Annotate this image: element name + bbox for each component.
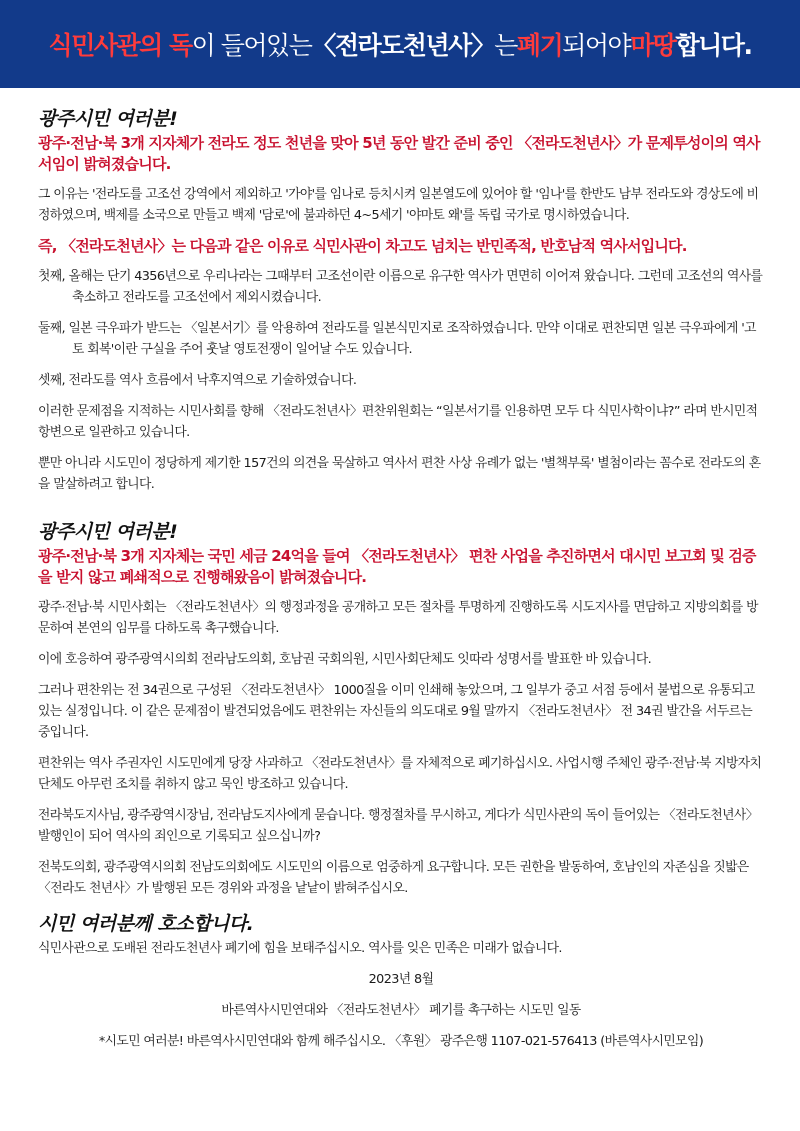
title-banner: [0, 0, 800, 88]
section3-paragraph-1: 식민사관으로 도배된 전라도천년사 폐기에 힘을 보태주십시오. 역사를 잊은 민족은 미래가 없습니다.: [38, 941, 562, 956]
section1-lead: 광주·전남·북 3개 지자체가 전라도 정도 천년을 맞아 5년 동안 발간 준비 중인 〈전라도천년사〉가 문제투성이의 역사서임이 밝혀졌습니다.: [38, 134, 760, 173]
section2-paragraph-5: 전라북도지사님, 광주광역시장님, 전라남도지사에게 묻습니다. 행정절차를 무시하고, 게다가 식민사관의 독이 들어있는 〈전라도천년사〉 발행인이 되어 역사의 죄인으로 기록되고 싶으십니까?: [38, 808, 758, 844]
section1-item-1: 첫째, 올해는 단기 4356년으로 우리나라는 그때부터 고조선이란 이름으로 유구한 역사가 면면히 이어져 왔습니다. 그런데 고조선의 역사를 축소하고 전라도를 고조선에서 제외시켰습니다.: [38, 269, 763, 305]
banner-text-4: 는: [494, 31, 517, 60]
banner-text-2: 이 들어있는: [191, 31, 312, 60]
document-body: [38, 100, 764, 1062]
document-date: 2023년 8월: [368, 972, 434, 987]
banner-text-6: 되어야: [562, 31, 631, 60]
section1-header: 광주시민 여러분!: [38, 108, 178, 130]
section2-paragraph-3: 그러나 편찬위는 전 34권으로 구성된 〈전라도천년사〉 1000질을 이미 인쇄해 놓았으며, 그 일부가 중고 서점 등에서 불법으로 유통되고 있는 실정입니다. 이 같은 문제점이 발견되었음에도 편찬위는 자신들의 의도대로 9월 말까지 〈전라도천년사〉 전 34권 발간을 서두르는 중입니다.: [38, 683, 755, 740]
banner-text-8: 합니다.: [675, 31, 752, 60]
section2-lead: 광주·전남·북 3개 지자체는 국민 세금 24억을 들여 〈전라도천년사〉 편찬 사업을 추진하면서 대시민 보고회 및 검증을 받지 않고 폐쇄적으로 진행해왔음이 밝혀졌습니다.: [38, 547, 756, 586]
banner-text-3: 〈전라도천년사〉: [311, 31, 495, 60]
section2-paragraph-6: 전북도의회, 광주광역시의회 전남도의회에도 시도민의 이름으로 엄중하게 요구합니다. 모든 권한을 발동하여, 호남인의 자존심을 짓밟은 〈전라도 천년사〉가 발행된 모든 경위와 과정을 낱낱이 밝혀주십시오.: [38, 860, 749, 896]
section2-paragraph-4: 편찬위는 역사 주권자인 시도민에게 당장 사과하고 〈전라도천년사〉를 자체적으로 폐기하십시오. 사업시행 주체인 광주·전남·북 지방자치단체도 아무런 조치를 취하지 않고 묵인 방조하고 있습니다.: [38, 756, 762, 792]
section2-header: 광주시민 여러분!: [38, 521, 178, 543]
signature-line: 바른역사시민연대와 〈전라도천년사〉 폐기를 촉구하는 시도민 일동: [221, 1003, 581, 1018]
section1-paragraph-3: 뿐만 아니라 시도민이 정당하게 제기한 157건의 의견을 묵살하고 역사서 편찬 사상 유례가 없는 '별책부록' 별첨이라는 꼼수로 전라도의 혼을 말살하려고 합니다.: [38, 456, 761, 492]
section1-item-3: 셋째, 전라도를 역사 흐름에서 낙후지역으로 기술하였습니다.: [38, 373, 357, 388]
section1-paragraph-1: 그 이유는 '전라도를 고조선 강역에서 제외하고 '가야'를 임나로 등치시켜 일본열도에 있어야 할 '임나'를 한반도 남부 전라도와 경상도에 비정하였으며, 백제를 소국으로 만들고 백제 '담로'에 불과하던 4~5세기 '야마토 왜'를 독립 국가로 명시하였습니다.: [38, 187, 759, 223]
section1-paragraph-2: 이러한 문제점을 지적하는 시민사회를 향해 〈전라도천년사〉편찬위원회는 “일본서기를 인용하면 모두 다 식민사학이냐?” 라며 반시민적 항변으로 일관하고 있습니다.: [38, 404, 758, 440]
section3-header: 시민 여러분께 호소합니다.: [38, 913, 254, 935]
banner-text-1: 식민사관의 독: [48, 31, 192, 60]
section2-paragraph-1: 광주·전남·북 시민사회는 〈전라도천년사〉의 행정과정을 공개하고 모든 절차를 투명하게 진행하도록 시도지사를 면담하고 지방의회를 방문하여 본연의 임무를 다하도록 촉구했습니다.: [38, 600, 758, 636]
section1-item-2: 둘째, 일본 극우파가 받드는 〈일본서기〉를 악용하여 전라도를 일본식민지로 조작하였습니다. 만약 이대로 편찬되면 일본 극우파에게 '고토 회복'이란 구실을 주어 훗날 영토전쟁이 일어날 수도 있습니다.: [38, 321, 756, 357]
section1-lead-2: 즉, 〈전라도천년사〉는 다음과 같은 이유로 식민사관이 차고도 넘치는 반민족적, 반호남적 역사서입니다.: [38, 237, 687, 255]
support-footnote: *시도민 여러분! 바른역사시민연대와 함께 해주십시오. 〈후원〉 광주은행 1107-021-576413 (바른역사시민모임): [98, 1034, 704, 1049]
section2-paragraph-2: 이에 호응하여 광주광역시의회 전라남도의회, 호남권 국회의원, 시민사회단체도 잇따라 성명서를 발표한 바 있습니다.: [38, 652, 652, 667]
banner-text-5: 폐기: [516, 31, 563, 60]
banner-text-7: 마땅: [630, 31, 676, 60]
